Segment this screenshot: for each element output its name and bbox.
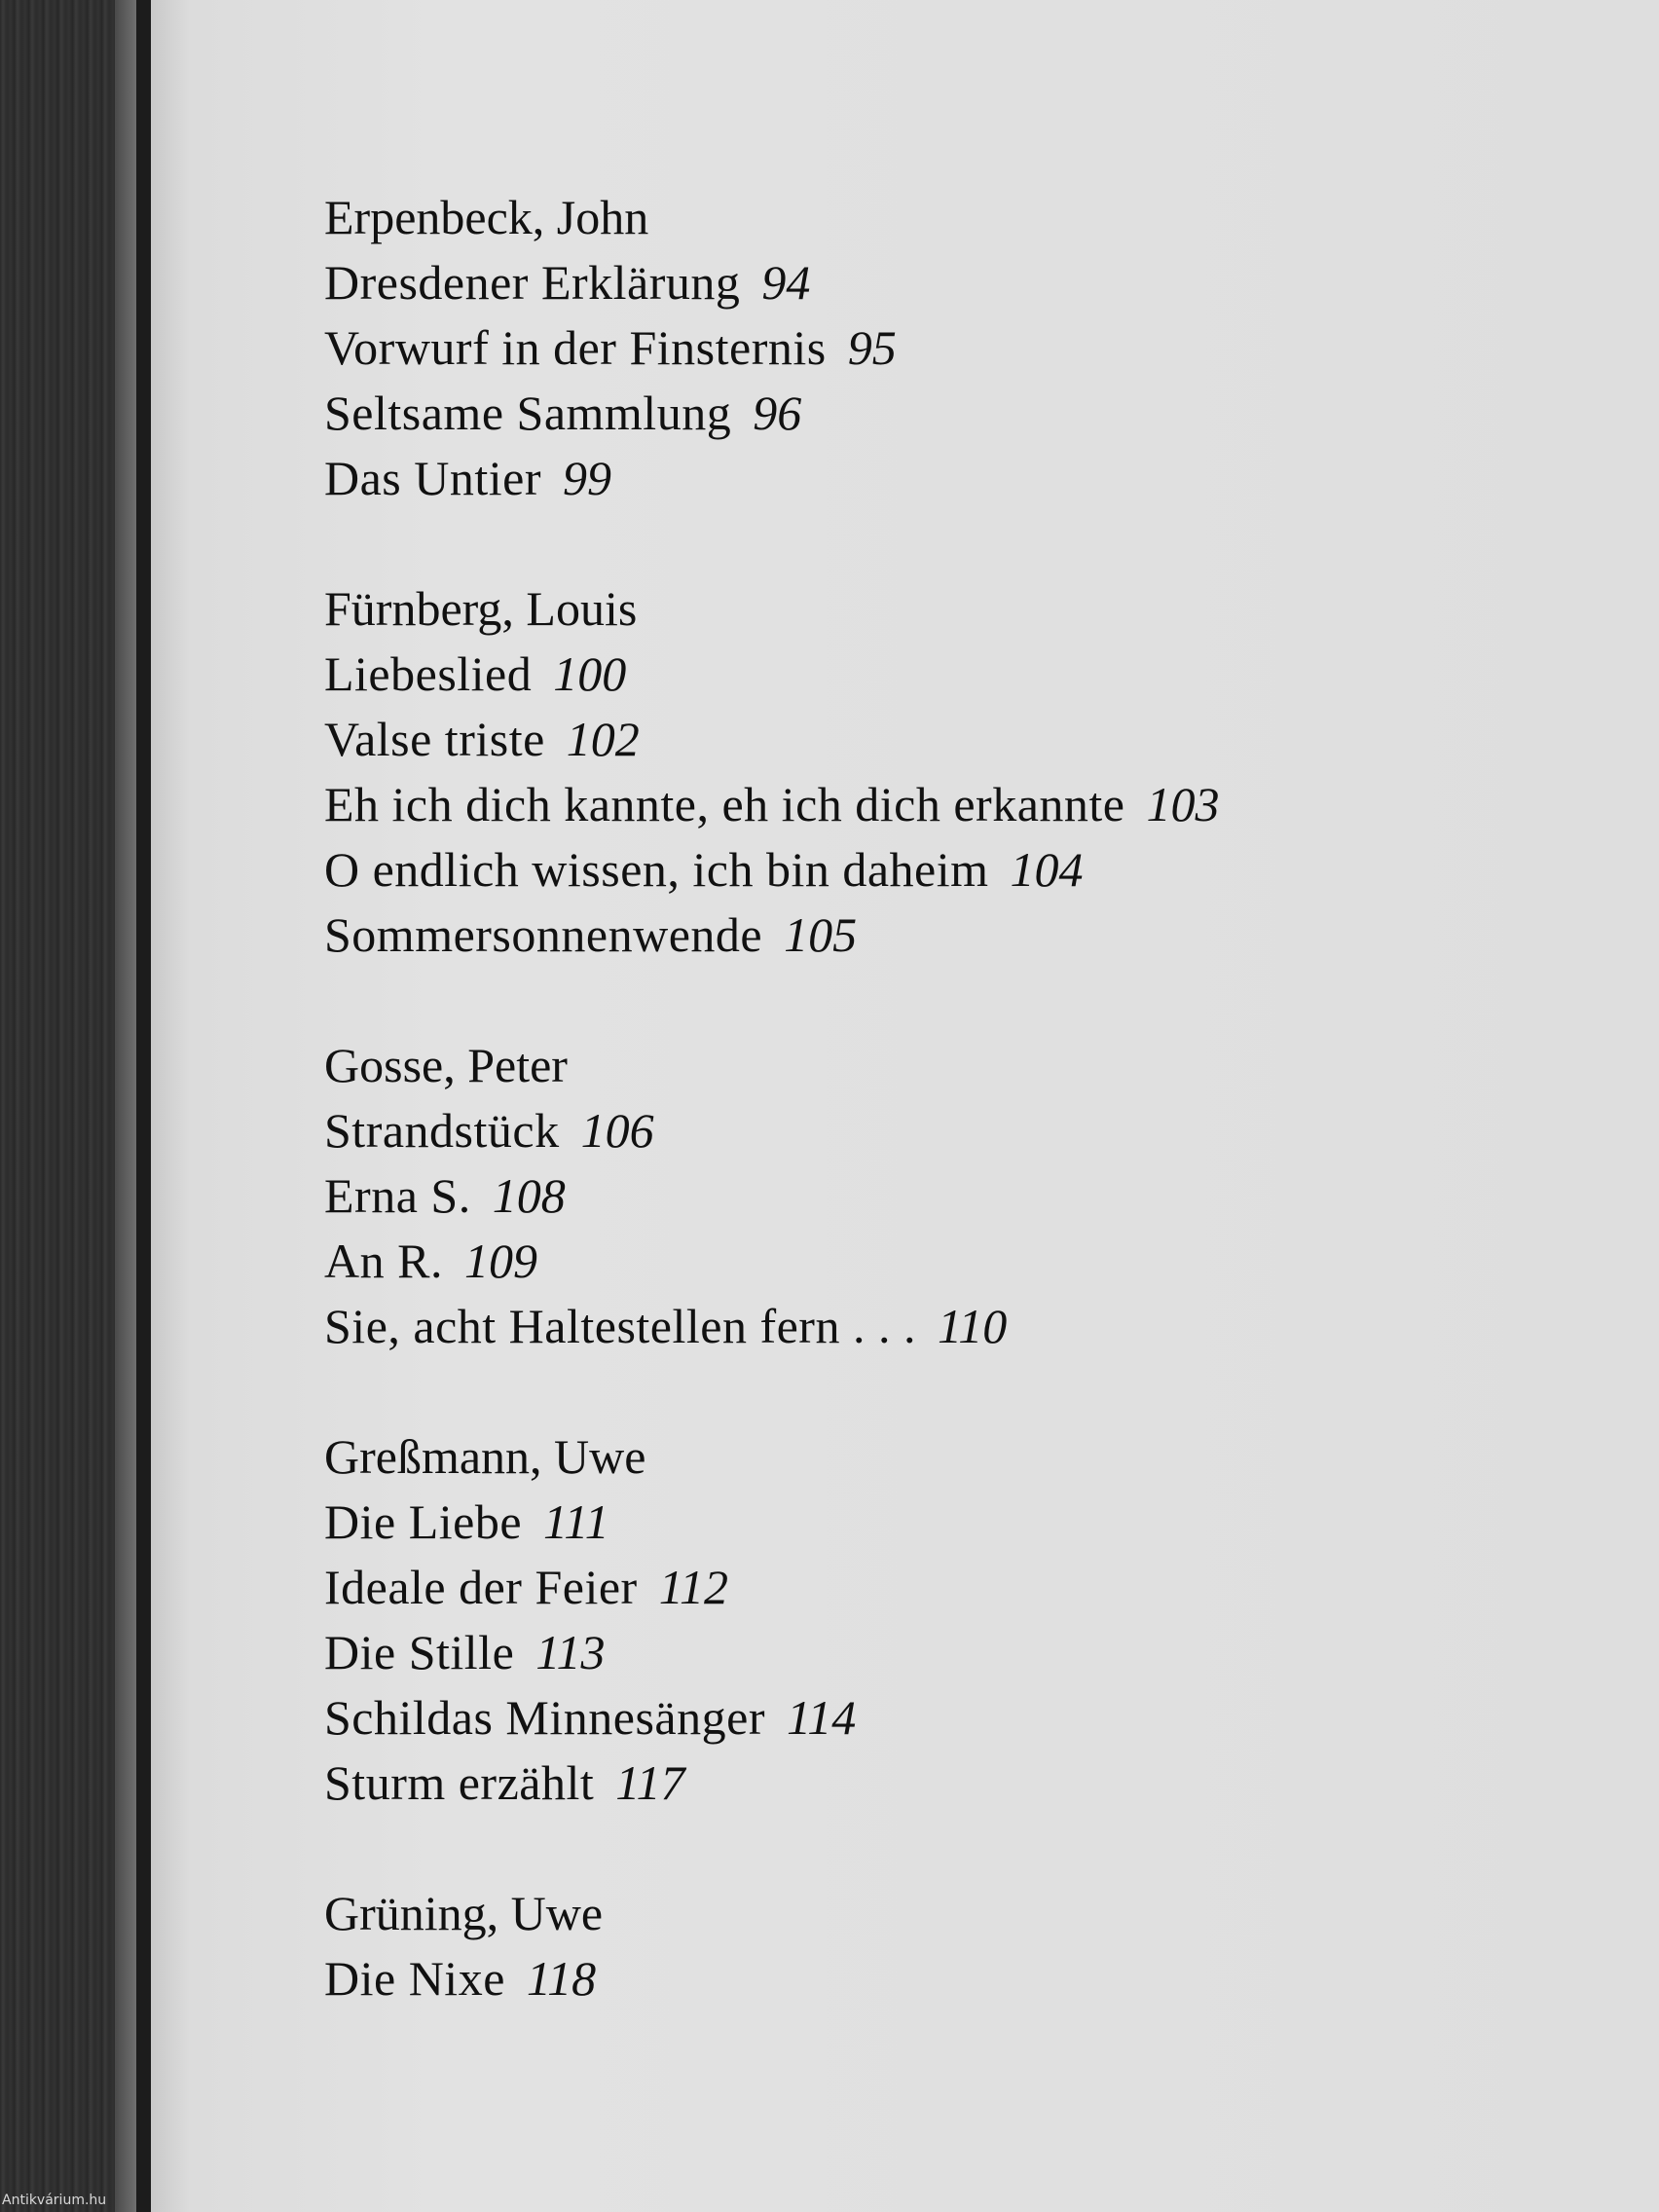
poem-title: Erna S.	[324, 1168, 471, 1223]
toc-entry	[324, 1946, 1590, 2011]
author-name: Grüning, Uwe	[324, 1886, 604, 1940]
page-number: 95	[847, 320, 897, 375]
toc-entry	[324, 381, 1590, 446]
page-number: 110	[937, 1299, 1008, 1353]
poem-title: Das Untier	[324, 451, 541, 505]
poem-title: O endlich wissen, ich bin daheim	[324, 842, 989, 897]
page-number: 112	[658, 1560, 728, 1614]
page-number: 114	[786, 1690, 857, 1745]
book-binding	[0, 0, 136, 2212]
author-name: Erpenbeck, John	[324, 190, 649, 244]
page-number: 118	[526, 1951, 597, 2006]
page-number: 113	[535, 1625, 606, 1679]
poem-title: Seltsame Sammlung	[324, 386, 732, 440]
toc-entry	[324, 1294, 1590, 1359]
poem-title: Schildas Minnesänger	[324, 1690, 765, 1745]
toc-entry	[324, 315, 1590, 381]
toc-entry	[324, 1555, 1590, 1620]
page-number: 109	[463, 1234, 537, 1288]
table-of-contents	[324, 185, 1590, 2077]
toc-entry	[324, 1620, 1590, 1685]
toc-entry	[324, 1163, 1590, 1229]
toc-section-gosse	[324, 1033, 1590, 1359]
page-number: 99	[563, 451, 611, 505]
poem-title: Sie, acht Haltestellen fern . . .	[324, 1299, 916, 1353]
toc-entry	[324, 837, 1590, 903]
poem-title: Valse triste	[324, 712, 545, 766]
poem-title: Strandstück	[324, 1103, 560, 1158]
poem-title: An R.	[324, 1234, 443, 1288]
poem-title: Liebeslied	[324, 646, 533, 701]
author-name: Gosse, Peter	[324, 1038, 568, 1092]
toc-section-erpenbeck	[324, 185, 1590, 511]
toc-entry	[324, 1490, 1590, 1555]
toc-section-gruening	[324, 1881, 1590, 2011]
poem-title: Die Stille	[324, 1625, 515, 1679]
toc-entry	[324, 250, 1590, 315]
watermark-text: Antikvárium.hu	[2, 2193, 107, 2208]
poem-title: Vorwurf in der Finsternis	[324, 320, 827, 375]
toc-entry	[324, 903, 1590, 968]
page-number: 117	[615, 1755, 685, 1810]
page-number: 105	[784, 907, 858, 962]
toc-section-fuernberg	[324, 576, 1590, 968]
toc-entry	[324, 707, 1590, 772]
page-number: 100	[553, 646, 627, 701]
page-number: 103	[1146, 777, 1220, 831]
toc-section-gressmann	[324, 1424, 1590, 1816]
author-name: Fürnberg, Louis	[324, 581, 638, 636]
page-number: 106	[580, 1103, 654, 1158]
poem-title: Dresdener Erklärung	[324, 255, 741, 310]
poem-title: Die Liebe	[324, 1494, 523, 1549]
page-number: 102	[566, 712, 640, 766]
poem-title: Die Nixe	[324, 1951, 505, 2006]
toc-entry	[324, 446, 1590, 511]
toc-entry	[324, 772, 1590, 837]
toc-entry	[324, 1685, 1590, 1751]
poem-title: Eh ich dich kannte, eh ich dich erkannte	[324, 777, 1125, 831]
page-number: 104	[1010, 842, 1084, 897]
page-number: 108	[492, 1168, 566, 1223]
poem-title: Sommersonnenwende	[324, 907, 763, 962]
toc-entry	[324, 1098, 1590, 1163]
poem-title: Ideale der Feier	[324, 1560, 638, 1614]
page-number: 111	[543, 1494, 609, 1549]
poem-title: Sturm erzählt	[324, 1755, 595, 1810]
author-name: Greßmann, Uwe	[324, 1429, 646, 1484]
toc-entry	[324, 642, 1590, 707]
page-number: 94	[761, 255, 811, 310]
page-number: 96	[753, 386, 802, 440]
toc-entry	[324, 1751, 1590, 1816]
toc-entry	[324, 1229, 1590, 1294]
